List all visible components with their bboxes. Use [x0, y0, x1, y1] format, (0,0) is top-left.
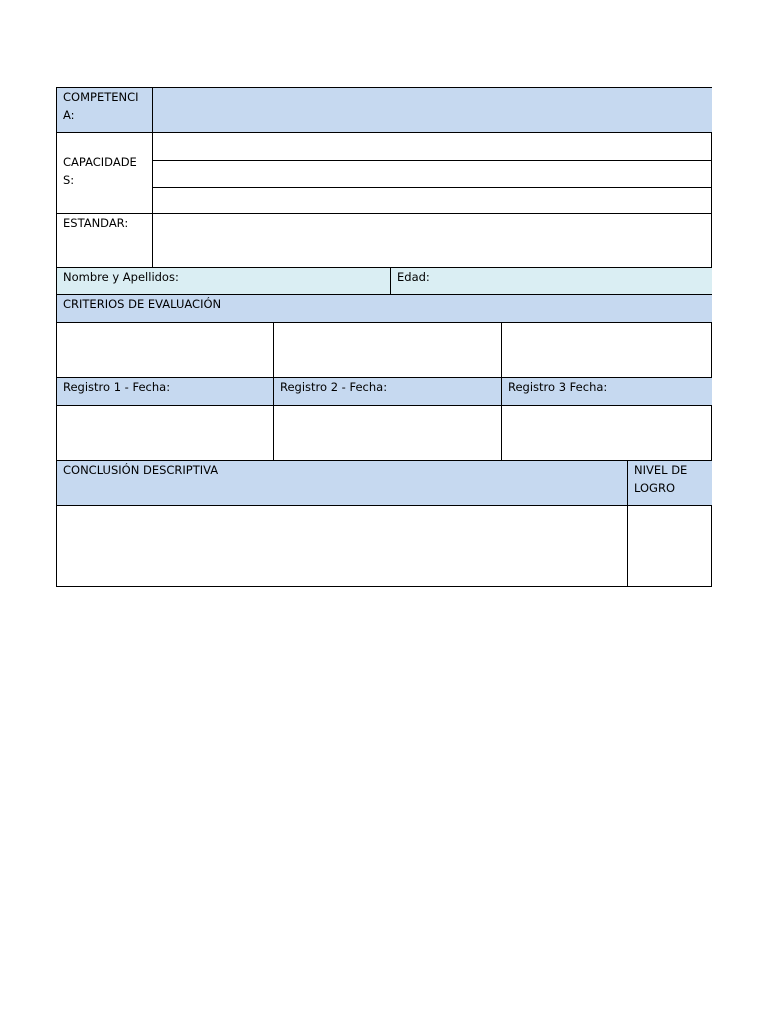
registro-2-value-cell[interactable]: [274, 406, 501, 460]
capacidades-label-cell: [57, 133, 152, 213]
nombre-label: Nombre y Apellidos:: [63, 270, 179, 284]
registro-3-label: Registro 3 Fecha:: [508, 380, 608, 394]
competencia-label-cell: [57, 88, 152, 132]
estandar-label: ESTANDAR:: [63, 216, 129, 230]
estandar-value-cell[interactable]: [153, 214, 712, 267]
criterio-2-cell[interactable]: [274, 323, 501, 377]
nivel-logro-value-cell[interactable]: [628, 506, 712, 586]
capacidad-1-cell[interactable]: [153, 133, 712, 160]
registro-2-label: Registro 2 - Fecha:: [280, 380, 388, 394]
criterio-3-cell[interactable]: [502, 323, 712, 377]
criterios-header-cell: [57, 295, 712, 322]
conclusion-label: CONCLUSIÓN DESCRIPTIVA: [63, 463, 219, 477]
nivel-logro-label: NIVEL DE LOGRO: [634, 463, 688, 495]
registro-3-header-cell: [502, 378, 712, 405]
capacidades-label: CAPACIDADES:: [63, 155, 137, 187]
competencia-value-cell[interactable]: [153, 88, 712, 132]
registro-1-value-cell[interactable]: [57, 406, 273, 460]
edad-cell[interactable]: [391, 268, 712, 294]
registro-2-header-cell: [274, 378, 501, 405]
competencia-label: COMPETENCIA:: [63, 90, 139, 122]
criterios-label: CRITERIOS DE EVALUACIÓN: [63, 297, 222, 311]
registro-3-value-cell[interactable]: [502, 406, 712, 460]
nombre-cell[interactable]: [57, 268, 390, 294]
conclusion-header-cell: [57, 461, 627, 505]
conclusion-value-cell[interactable]: [57, 506, 627, 586]
edad-label: Edad:: [397, 270, 430, 284]
capacidad-2-cell[interactable]: [153, 161, 712, 187]
registro-1-header-cell: [57, 378, 273, 405]
capacidad-3-cell[interactable]: [153, 188, 712, 213]
registro-1-label: Registro 1 - Fecha:: [63, 380, 171, 394]
nivel-logro-header-cell: [628, 461, 712, 505]
estandar-label-cell: [57, 214, 152, 267]
criterio-1-cell[interactable]: [57, 323, 273, 377]
evaluation-form-table: [56, 87, 712, 587]
